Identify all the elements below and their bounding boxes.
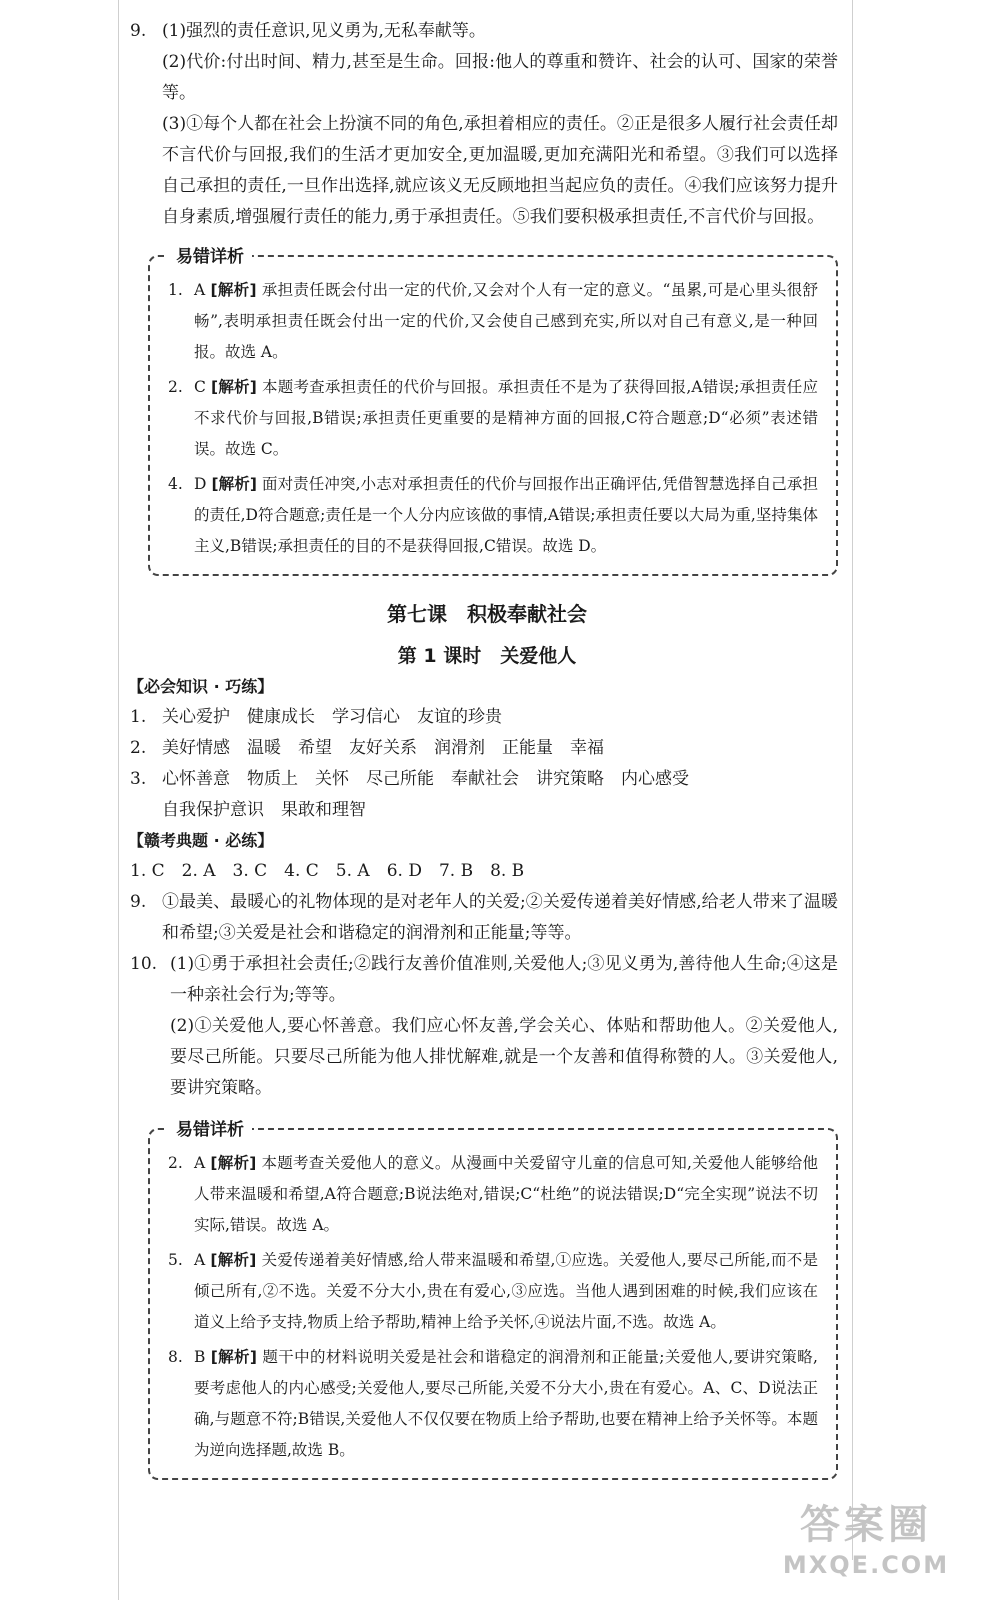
box-title: 易错详析: [168, 1115, 252, 1140]
error-analysis-box-2: [148, 1120, 838, 1480]
analysis-item: [168, 469, 818, 562]
analysis-text: 本题考查承担责任的代价与回报。承担责任不是为了获得回报,A错误;承担责任应不求代价与回报,B错误;承担责任更重要的是精神方面的回报,C符合题意;D“必须”表述错误。故选 C。: [194, 378, 818, 458]
analysis-text: 关爱传递着美好情感,给人带来温暖和希望,①应选。关爱他人,要尽己所能,而不是倾己所有,②不选。关爱不分大小,贵在有爱心,③应选。当他人遇到困难的时候,我们应该在道义上给予支持,物质上给予帮助,精神上给予关怀,④说法片面,不选。故选 A。: [194, 1251, 819, 1331]
analysis-item: [168, 275, 818, 368]
answer-row: [130, 733, 838, 764]
analysis-tag: [解析]: [210, 1154, 257, 1172]
answer-row: [130, 702, 838, 733]
q10-part1: (1)①勇于承担社会责任;②践行友善价值准则,关爱他人;③见义勇为,善待他人生命;④这是一种亲社会行为;等等。: [170, 954, 838, 1005]
item-number: 2.: [168, 1154, 183, 1172]
answer-letter: A: [194, 1251, 206, 1269]
knowledge-answers: [130, 702, 838, 826]
analysis-tag: [解析]: [210, 281, 257, 299]
error-analysis-box-1: [148, 247, 838, 576]
item-number: 1.: [168, 281, 183, 299]
right-margin-rule: [852, 0, 853, 1560]
item-number: 4.: [168, 475, 183, 493]
analysis-text: 承担责任既会付出一定的代价,又会对个人有一定的意义。“虽累,可是心里头很舒畅”,表明承担责任既会付出一定的代价,又会使自己感到充实,所以对自己有意义,是一种回报。故选 A。: [194, 281, 818, 361]
row-number: 1.: [130, 707, 147, 727]
analysis-item: [168, 372, 818, 465]
row-text: 自我保护意识 果敢和理智: [162, 800, 366, 820]
item-number: 5.: [168, 1251, 183, 1269]
analysis-item: [168, 1148, 818, 1241]
section-label-knowledge: 【必会知识 · 巧练】: [128, 677, 274, 696]
question-number: 9.: [130, 892, 147, 912]
answer-letter: D: [194, 475, 207, 493]
question-number: 10.: [130, 954, 158, 974]
analysis-item: [168, 1342, 818, 1466]
row-number: 2.: [130, 738, 147, 758]
analysis-item: [168, 1245, 818, 1338]
answer-letter: B: [194, 1348, 206, 1366]
analysis-text: 面对责任冲突,小志对承担责任的代价与回报作出正确评估,凭借智慧选择自己承担的责任,D符合题意;责任是一个人分内应该做的事情,A错误;承担责任要以大局为重,坚持集体主义,B错误;承担责任的目的不是获得回报,C错误。故选 D。: [194, 475, 818, 555]
answer-letter: A: [194, 1154, 206, 1172]
question-text: ①最美、最暖心的礼物体现的是对老年人的关爱;②关爱传递着美好情感,给老人带来了温暖和希望;③关爱是社会和谐稳定的润滑剂和正能量;等等。: [162, 892, 838, 943]
lesson-title: 第七课 积极奉献社会: [387, 602, 587, 626]
analysis-tag: [解析]: [210, 1348, 258, 1366]
watermark-logo: [761, 1500, 971, 1592]
exam-answers: [130, 856, 838, 887]
page-content: [128, 16, 838, 1480]
row-number: 3.: [130, 769, 147, 789]
watermark-url: MXQE.COM: [782, 1551, 950, 1579]
box-title: 易错详析: [168, 242, 252, 267]
answer-row: [130, 764, 838, 795]
answer-letter: C: [194, 378, 206, 396]
row-text: 关心爱护 健康成长 学习信心 友谊的珍贵: [162, 707, 502, 727]
watermark-title: 答案圈: [800, 1502, 932, 1548]
choice-answers: 1. C 2. A 3. C 4. C 5. A 6. D 7. B 8. B: [130, 861, 525, 881]
item-number: 8.: [168, 1348, 183, 1366]
analysis-tag: [解析]: [211, 475, 257, 493]
q10-part2: (2)①关爱他人,要心怀善意。我们应心怀友善,学会关心、体贴和帮助他人。②关爱他人,要尽己所能。只要尽己所能为他人排忧解难,就是一个友善和值得称赞的人。③关爱他人,要讲究策略。: [170, 1016, 838, 1098]
analysis-tag: [解析]: [211, 378, 257, 396]
analysis-text: 本题考查关爱他人的意义。从漫画中关爱留守儿童的信息可知,关爱他人能够给他人带来温暖和希望,A符合题意;B说法绝对,错误;C“杜绝”的说法错误;D“完全实现”说法不切实际,错误。故选 A。: [194, 1154, 818, 1234]
q9-part2: (2)代价:付出时间、精力,甚至是生命。回报:他人的尊重和赞许、社会的认可、国家的荣誉等。: [162, 52, 838, 103]
question-9-previous: [130, 16, 838, 233]
question-number: 9.: [130, 21, 147, 41]
section-label-exam: 【赣考典题 · 必练】: [128, 831, 274, 850]
row-text: 美好情感 温暖 希望 友好关系 润滑剂 正能量 幸福: [162, 738, 604, 758]
answer-row: [136, 795, 838, 826]
left-margin-rule: [118, 0, 119, 1600]
analysis-tag: [解析]: [210, 1251, 257, 1269]
question-10: [130, 949, 838, 1104]
analysis-text: 题干中的材料说明关爱是社会和谐稳定的润滑剂和正能量;关爱他人,要讲究策略,要考虑他人的内心感受;关爱他人,要尽己所能,关爱不分大小,贵在有爱心。A、C、D说法正确,与题意不符;B错误,关爱他人不仅仅要在物质上给予帮助,也要在精神上给予关怀等。本题为逆向选择题,故选 B。: [194, 1348, 818, 1459]
period-title: 第 1 课时 关爱他人: [397, 645, 577, 667]
q9-part1: (1)强烈的责任意识,见义勇为,无私奉献等。: [162, 21, 486, 41]
answer-letter: A: [194, 281, 206, 299]
item-number: 2.: [168, 378, 183, 396]
q9-part3: (3)①每个人都在社会上扮演不同的角色,承担着相应的责任。②正是很多人履行社会责任却不言代价与回报,我们的生活才更加安全,更加温暖,更加充满阳光和希望。③我们可以选择自己承担的责任,一旦作出选择,就应该义无反顾地担当起应负的责任。④我们应该努力提升自身素质,增强履行责任的能力,勇于承担责任。⑤我们要积极承担责任,不言代价与回报。: [162, 114, 838, 227]
row-text: 心怀善意 物质上 关怀 尽己所能 奉献社会 讲究策略 内心感受: [162, 769, 689, 789]
question-9: [130, 887, 838, 949]
